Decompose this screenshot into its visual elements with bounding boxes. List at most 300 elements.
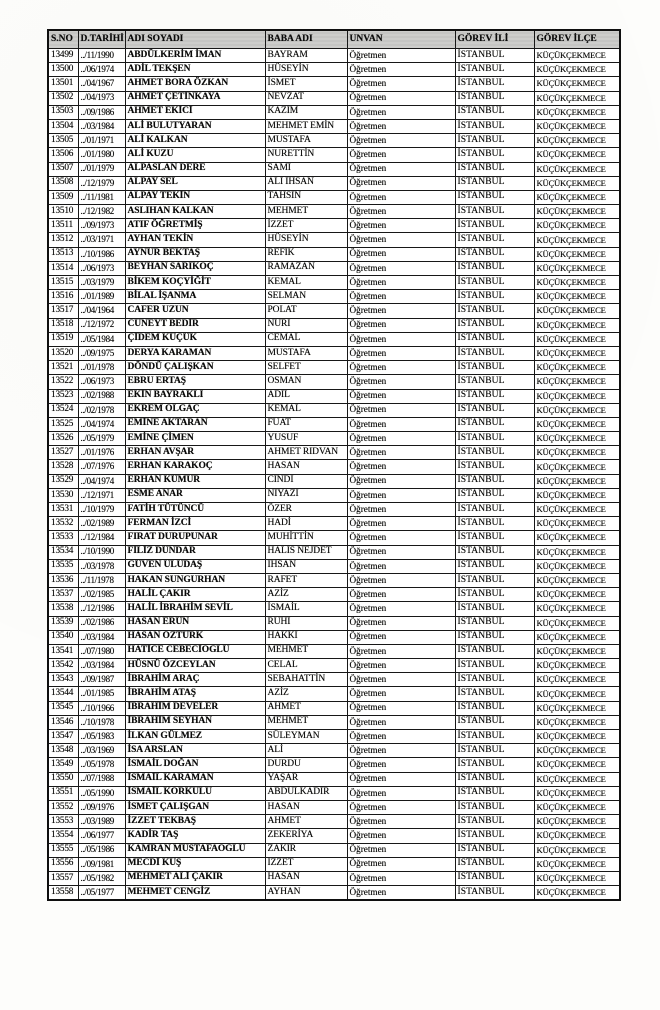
cell-sno: 13502 [48,91,78,105]
cell-gorev-ilce: KÜÇÜKÇEKMECE [534,389,620,403]
cell-adi-soyadi: FIRAT DURUPUNAR [125,531,265,545]
cell-gorev-ilce: KÜÇÜKÇEKMECE [534,119,620,133]
cell-unvan: Öğretmen [347,346,455,360]
column-header-adi-soyadi: ADI SOYADI [125,30,265,49]
table-row [48,190,620,204]
table-row [48,644,620,658]
column-header-unvan: UNVAN [347,30,455,49]
cell-sno: 13507 [48,162,78,176]
table-row [48,77,620,91]
cell-baba-adi: CEMAL [265,332,347,346]
cell-dtarihi: ../03/1969 [78,744,125,758]
cell-unvan: Öğretmen [347,119,455,133]
cell-gorev-ili: İSTANBUL [455,389,534,403]
cell-gorev-ili: İSTANBUL [455,290,534,304]
cell-adi-soyadi: EMİNE ÇİMEN [125,432,265,446]
cell-gorev-ilce: KÜÇÜKÇEKMECE [534,559,620,573]
cell-gorev-ilce: KÜÇÜKÇEKMECE [534,517,620,531]
cell-baba-adi: CELAL [265,659,347,673]
cell-adi-soyadi: EKREM OLĞAÇ [125,403,265,417]
cell-adi-soyadi: İBRAHİM SEYHAN [125,715,265,729]
cell-baba-adi: AHMET [265,701,347,715]
cell-sno: 13554 [48,829,78,843]
cell-dtarihi: ../12/1971 [78,488,125,502]
cell-unvan: Öğretmen [347,219,455,233]
cell-baba-adi: SAMİ [265,162,347,176]
cell-dtarihi: ../06/1977 [78,829,125,843]
personnel-table [47,29,621,901]
cell-baba-adi: MEHMET [265,205,347,219]
table-row [48,290,620,304]
cell-adi-soyadi: AHMET BORA ÖZKAN [125,77,265,91]
cell-dtarihi: ../04/1964 [78,304,125,318]
cell-baba-adi: HADİ [265,517,347,531]
table-row [48,531,620,545]
cell-gorev-ilce: KÜÇÜKÇEKMECE [534,318,620,332]
cell-sno: 13546 [48,715,78,729]
cell-baba-adi: ZEKERİYA [265,829,347,843]
cell-baba-adi: İZZET [265,857,347,871]
cell-gorev-ili: İSTANBUL [455,843,534,857]
cell-adi-soyadi: ALPASLAN DERE [125,162,265,176]
cell-gorev-ilce: KÜÇÜKÇEKMECE [534,602,620,616]
cell-gorev-ilce: KÜÇÜKÇEKMECE [534,176,620,190]
cell-dtarihi: ../12/1979 [78,176,125,190]
cell-gorev-ilce: KÜÇÜKÇEKMECE [534,730,620,744]
cell-adi-soyadi: AYHAN TEKİN [125,233,265,247]
cell-gorev-ili: İSTANBUL [455,786,534,800]
cell-sno: 13527 [48,446,78,460]
cell-gorev-ilce: KÜÇÜKÇEKMECE [534,659,620,673]
cell-unvan: Öğretmen [347,63,455,77]
cell-unvan: Öğretmen [347,261,455,275]
cell-gorev-ili: İSTANBUL [455,318,534,332]
cell-gorev-ilce: KÜÇÜKÇEKMECE [534,403,620,417]
cell-adi-soyadi: İSA ARSLAN [125,744,265,758]
cell-adi-soyadi: HÜSNÜ ÖZCEYLAN [125,659,265,673]
table-row [48,91,620,105]
cell-adi-soyadi: EMİNE AKTARAN [125,417,265,431]
cell-baba-adi: DURDU [265,758,347,772]
cell-baba-adi: NURETTİN [265,148,347,162]
cell-baba-adi: KAZİM [265,105,347,119]
table-row [48,503,620,517]
table-row [48,417,620,431]
cell-unvan: Öğretmen [347,616,455,630]
cell-baba-adi: SÜLEYMAN [265,730,347,744]
cell-baba-adi: ALİ [265,744,347,758]
cell-adi-soyadi: AHMET ÇETİNKAYA [125,91,265,105]
cell-gorev-ili: İSTANBUL [455,460,534,474]
cell-unvan: Öğretmen [347,503,455,517]
cell-gorev-ilce: KÜÇÜKÇEKMECE [534,276,620,290]
cell-gorev-ili: İSTANBUL [455,545,534,559]
cell-gorev-ilce: KÜÇÜKÇEKMECE [534,871,620,885]
cell-unvan: Öğretmen [347,800,455,814]
cell-gorev-ilce: KÜÇÜKÇEKMECE [534,77,620,91]
cell-dtarihi: ../01/1989 [78,290,125,304]
cell-gorev-ili: İSTANBUL [455,815,534,829]
cell-unvan: Öğretmen [347,432,455,446]
cell-gorev-ili: İSTANBUL [455,304,534,318]
cell-gorev-ili: İSTANBUL [455,531,534,545]
cell-sno: 13537 [48,588,78,602]
cell-baba-adi: MUHİTTİN [265,531,347,545]
cell-gorev-ili: İSTANBUL [455,247,534,261]
cell-baba-adi: İZZET [265,219,347,233]
cell-sno: 13535 [48,559,78,573]
cell-baba-adi: YUSUF [265,432,347,446]
table-row [48,460,620,474]
cell-dtarihi: ../06/1973 [78,261,125,275]
cell-gorev-ili: İSTANBUL [455,659,534,673]
cell-baba-adi: MEHMET [265,644,347,658]
cell-dtarihi: ../09/1973 [78,219,125,233]
cell-gorev-ili: İSTANBUL [455,573,534,587]
cell-baba-adi: HÜSEYİN [265,233,347,247]
table-row [48,346,620,360]
table-row [48,488,620,502]
cell-dtarihi: ../04/1967 [78,77,125,91]
cell-gorev-ilce: KÜÇÜKÇEKMECE [534,772,620,786]
cell-dtarihi: ../05/1978 [78,758,125,772]
table-row [48,573,620,587]
cell-unvan: Öğretmen [347,573,455,587]
cell-baba-adi: RAMAZAN [265,261,347,275]
cell-unvan: Öğretmen [347,488,455,502]
cell-baba-adi: AHMET [265,815,347,829]
cell-gorev-ilce: KÜÇÜKÇEKMECE [534,233,620,247]
table-row [48,332,620,346]
table-row [48,744,620,758]
cell-unvan: Öğretmen [347,162,455,176]
cell-unvan: Öğretmen [347,829,455,843]
cell-dtarihi: ../05/1982 [78,871,125,885]
cell-gorev-ilce: KÜÇÜKÇEKMECE [534,219,620,233]
cell-gorev-ili: İSTANBUL [455,744,534,758]
cell-unvan: Öğretmen [347,247,455,261]
cell-sno: 13555 [48,843,78,857]
cell-unvan: Öğretmen [347,815,455,829]
cell-sno: 13504 [48,119,78,133]
cell-sno: 13543 [48,673,78,687]
cell-gorev-ili: İSTANBUL [455,148,534,162]
cell-gorev-ilce: KÜÇÜKÇEKMECE [534,332,620,346]
cell-unvan: Öğretmen [347,77,455,91]
cell-dtarihi: ../01/1980 [78,148,125,162]
cell-dtarihi: ../10/1966 [78,701,125,715]
cell-sno: 13529 [48,474,78,488]
cell-gorev-ili: İSTANBUL [455,772,534,786]
cell-sno: 13522 [48,375,78,389]
cell-dtarihi: ../12/1986 [78,602,125,616]
column-header-dtarihi: D.TARİHİ [78,30,125,49]
cell-unvan: Öğretmen [347,233,455,247]
cell-unvan: Öğretmen [347,389,455,403]
cell-adi-soyadi: FERMAN İZCİ [125,517,265,531]
cell-gorev-ili: İSTANBUL [455,488,534,502]
cell-gorev-ili: İSTANBUL [455,49,534,63]
table-row [48,659,620,673]
cell-sno: 13508 [48,176,78,190]
cell-baba-adi: HAKKI [265,630,347,644]
cell-dtarihi: ../09/1975 [78,346,125,360]
cell-gorev-ilce: KÜÇÜKÇEKMECE [534,361,620,375]
cell-adi-soyadi: ÇİDEM KÜÇÜK [125,332,265,346]
cell-sno: 13536 [48,573,78,587]
cell-gorev-ili: İSTANBUL [455,432,534,446]
cell-gorev-ilce: KÜÇÜKÇEKMECE [534,247,620,261]
cell-sno: 13550 [48,772,78,786]
cell-gorev-ili: İSTANBUL [455,190,534,204]
cell-dtarihi: ../03/1984 [78,119,125,133]
cell-sno: 13538 [48,602,78,616]
cell-baba-adi: SELFET [265,361,347,375]
cell-sno: 13514 [48,261,78,275]
cell-adi-soyadi: İSMAİL DOĞAN [125,758,265,772]
cell-unvan: Öğretmen [347,205,455,219]
cell-dtarihi: ../01/1978 [78,361,125,375]
cell-dtarihi: ../06/1973 [78,375,125,389]
table-row [48,318,620,332]
cell-adi-soyadi: ALİ KALKAN [125,134,265,148]
column-header-baba-adi: BABA ADI [265,30,347,49]
cell-gorev-ili: İSTANBUL [455,559,534,573]
cell-adi-soyadi: ALİ KUZU [125,148,265,162]
cell-sno: 13542 [48,659,78,673]
cell-sno: 13549 [48,758,78,772]
cell-unvan: Öğretmen [347,134,455,148]
cell-unvan: Öğretmen [347,474,455,488]
cell-baba-adi: İHSAN [265,559,347,573]
table-row [48,616,620,630]
cell-dtarihi: ../05/1979 [78,432,125,446]
cell-dtarihi: ../03/1971 [78,233,125,247]
cell-gorev-ili: İSTANBUL [455,134,534,148]
cell-gorev-ilce: KÜÇÜKÇEKMECE [534,758,620,772]
cell-baba-adi: RAFET [265,573,347,587]
cell-dtarihi: ../11/1978 [78,573,125,587]
cell-baba-adi: KEMAL [265,276,347,290]
cell-dtarihi: ../09/1987 [78,673,125,687]
column-header-sno: S.NO [48,30,78,49]
cell-adi-soyadi: İBRAHİM DEVELER [125,701,265,715]
cell-sno: 13503 [48,105,78,119]
cell-adi-soyadi: HASAN ERÜN [125,616,265,630]
cell-gorev-ili: İSTANBUL [455,715,534,729]
cell-baba-adi: CİNDİ [265,474,347,488]
cell-adi-soyadi: İLKAN GÜLMEZ [125,730,265,744]
cell-baba-adi: MUSTAFA [265,134,347,148]
cell-sno: 13506 [48,148,78,162]
cell-adi-soyadi: ASLIHAN KALKAN [125,205,265,219]
table-row [48,389,620,403]
cell-adi-soyadi: AYNUR BEKTAŞ [125,247,265,261]
table-row [48,772,620,786]
cell-sno: 13540 [48,630,78,644]
cell-adi-soyadi: MECDİ KUŞ [125,857,265,871]
table-row [48,276,620,290]
cell-gorev-ilce: KÜÇÜKÇEKMECE [534,134,620,148]
cell-sno: 13521 [48,361,78,375]
cell-sno: 13544 [48,687,78,701]
cell-unvan: Öğretmen [347,588,455,602]
table-row [48,432,620,446]
table-row [48,815,620,829]
cell-gorev-ilce: KÜÇÜKÇEKMECE [534,545,620,559]
cell-unvan: Öğretmen [347,843,455,857]
cell-adi-soyadi: DERYA KARAMAN [125,346,265,360]
cell-baba-adi: AZİZ [265,588,347,602]
cell-adi-soyadi: EKİN BAYRAKLI [125,389,265,403]
cell-unvan: Öğretmen [347,758,455,772]
table-row [48,687,620,701]
cell-gorev-ili: İSTANBUL [455,446,534,460]
cell-adi-soyadi: CÜNEYT BEDİR [125,318,265,332]
cell-dtarihi: ../03/1978 [78,559,125,573]
cell-adi-soyadi: EBRU ERTAŞ [125,375,265,389]
cell-gorev-ili: İSTANBUL [455,105,534,119]
cell-gorev-ilce: KÜÇÜKÇEKMECE [534,701,620,715]
cell-unvan: Öğretmen [347,190,455,204]
cell-dtarihi: ../03/1984 [78,630,125,644]
cell-unvan: Öğretmen [347,375,455,389]
table-row [48,857,620,871]
cell-unvan: Öğretmen [347,417,455,431]
cell-unvan: Öğretmen [347,630,455,644]
cell-dtarihi: ../05/1990 [78,786,125,800]
cell-baba-adi: ABDULKADİR [265,786,347,800]
cell-adi-soyadi: ESME ANAR [125,488,265,502]
cell-baba-adi: YAŞAR [265,772,347,786]
table-row [48,403,620,417]
cell-adi-soyadi: İSMET ÇALIŞGAN [125,800,265,814]
cell-dtarihi: ../10/1979 [78,503,125,517]
cell-gorev-ili: İSTANBUL [455,375,534,389]
cell-sno: 13530 [48,488,78,502]
cell-adi-soyadi: İBRAHİM ARAÇ [125,673,265,687]
cell-dtarihi: ../02/1989 [78,517,125,531]
cell-baba-adi: SELMAN [265,290,347,304]
cell-baba-adi: İSMET [265,77,347,91]
cell-baba-adi: ALİ İHSAN [265,176,347,190]
table-row [48,843,620,857]
cell-gorev-ili: İSTANBUL [455,886,534,901]
cell-adi-soyadi: İSMAİL KARAMAN [125,772,265,786]
cell-baba-adi: MEHMET [265,715,347,729]
cell-gorev-ilce: KÜÇÜKÇEKMECE [534,375,620,389]
cell-dtarihi: ../02/1988 [78,389,125,403]
cell-adi-soyadi: İBRAHİM ATAŞ [125,687,265,701]
cell-adi-soyadi: HALİL ÇAKIR [125,588,265,602]
cell-dtarihi: ../05/1984 [78,332,125,346]
column-header-gorev-ili: GÖREV İLİ [455,30,534,49]
cell-adi-soyadi: DÖNDÜ ÇALIŞKAN [125,361,265,375]
cell-dtarihi: ../10/1990 [78,545,125,559]
cell-gorev-ili: İSTANBUL [455,616,534,630]
cell-adi-soyadi: İSMAİL KORKULU [125,786,265,800]
cell-adi-soyadi: GÜVEN ULUDAŞ [125,559,265,573]
cell-dtarihi: ../10/1978 [78,715,125,729]
cell-adi-soyadi: KADİR TAŞ [125,829,265,843]
cell-sno: 13548 [48,744,78,758]
cell-gorev-ili: İSTANBUL [455,205,534,219]
table-row [48,886,620,901]
cell-sno: 13516 [48,290,78,304]
cell-sno: 13558 [48,886,78,901]
cell-unvan: Öğretmen [347,857,455,871]
cell-baba-adi: REFİK [265,247,347,261]
cell-sno: 13547 [48,730,78,744]
table-row [48,219,620,233]
table-row [48,517,620,531]
cell-gorev-ilce: KÜÇÜKÇEKMECE [534,460,620,474]
cell-gorev-ili: İSTANBUL [455,474,534,488]
cell-sno: 13499 [48,49,78,63]
cell-baba-adi: NURİ [265,318,347,332]
cell-gorev-ili: İSTANBUL [455,332,534,346]
cell-unvan: Öğretmen [347,673,455,687]
cell-baba-adi: HASAN [265,871,347,885]
cell-unvan: Öğretmen [347,659,455,673]
cell-sno: 13531 [48,503,78,517]
cell-unvan: Öğretmen [347,531,455,545]
cell-gorev-ilce: KÜÇÜKÇEKMECE [534,843,620,857]
cell-dtarihi: ../03/1979 [78,276,125,290]
cell-gorev-ilce: KÜÇÜKÇEKMECE [534,715,620,729]
table-row [48,304,620,318]
cell-baba-adi: POLAT [265,304,347,318]
cell-baba-adi: HALİS NEJDET [265,545,347,559]
cell-gorev-ili: İSTANBUL [455,800,534,814]
cell-gorev-ili: İSTANBUL [455,857,534,871]
cell-adi-soyadi: KAMRAN MUSTAFAOĞLU [125,843,265,857]
cell-gorev-ili: İSTANBUL [455,77,534,91]
cell-gorev-ili: İSTANBUL [455,673,534,687]
cell-unvan: Öğretmen [347,290,455,304]
cell-sno: 13533 [48,531,78,545]
cell-gorev-ilce: KÜÇÜKÇEKMECE [534,630,620,644]
cell-gorev-ili: İSTANBUL [455,233,534,247]
cell-dtarihi: ../09/1981 [78,857,125,871]
cell-gorev-ilce: KÜÇÜKÇEKMECE [534,105,620,119]
cell-gorev-ilce: KÜÇÜKÇEKMECE [534,190,620,204]
table-row [48,49,620,63]
cell-sno: 13551 [48,786,78,800]
cell-unvan: Öğretmen [347,91,455,105]
cell-baba-adi: AYHAN [265,886,347,901]
cell-sno: 13509 [48,190,78,204]
cell-adi-soyadi: CAFER UZUN [125,304,265,318]
cell-dtarihi: ../10/1986 [78,247,125,261]
table-row [48,233,620,247]
cell-sno: 13500 [48,63,78,77]
cell-gorev-ili: İSTANBUL [455,644,534,658]
cell-unvan: Öğretmen [347,871,455,885]
table-row [48,247,620,261]
cell-gorev-ilce: KÜÇÜKÇEKMECE [534,857,620,871]
table-row [48,63,620,77]
cell-unvan: Öğretmen [347,49,455,63]
cell-sno: 13556 [48,857,78,871]
cell-sno: 13541 [48,644,78,658]
cell-gorev-ilce: KÜÇÜKÇEKMECE [534,417,620,431]
table-row [48,148,620,162]
cell-unvan: Öğretmen [347,644,455,658]
table-row [48,261,620,275]
cell-gorev-ili: İSTANBUL [455,119,534,133]
cell-sno: 13510 [48,205,78,219]
